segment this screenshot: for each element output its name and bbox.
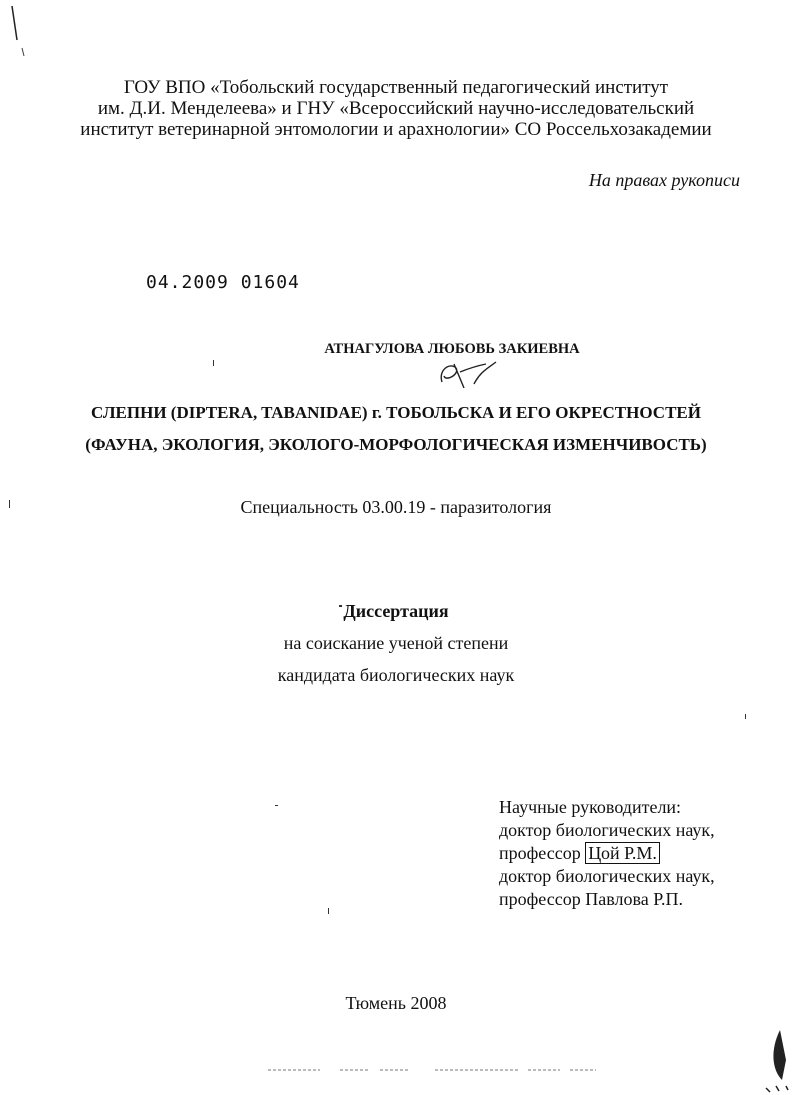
scan-speck: [745, 714, 746, 719]
scan-speck: [328, 908, 329, 914]
signature-mark: [436, 358, 506, 392]
scan-speck: [213, 360, 214, 366]
catalog-code: 04.2009 01604: [146, 272, 300, 293]
supervisor-1-title: профессор: [499, 843, 581, 863]
dissertation-line-2: кандидата биологических наук: [277, 665, 515, 685]
scan-speck: [9, 500, 10, 508]
institution-line-1: ГОУ ВПО «Тобольский государственный педагогический институт: [123, 77, 669, 98]
supervisor-2-degree: доктор биологических наук,: [499, 866, 715, 886]
scan-mark-top-left: [0, 0, 60, 70]
scan-footer-dashes: [260, 1062, 600, 1076]
supervisor-1-name: Цой Р.М.: [585, 842, 660, 864]
dissertation-heading: Диссертация: [343, 601, 449, 621]
institution-line-3: институт ветеринарной энтомологии и арахнологии» СО Россельхозакадемии: [80, 119, 712, 140]
rights-note: На правах рукописи: [588, 170, 740, 190]
title-line-1: СЛЕПНИ (DIPTERA, TABANIDAE) г. ТОБОЛЬСКА И ЕГО ОКРЕСТНОСТЕЙ: [91, 403, 701, 422]
supervisors-block: [499, 796, 715, 911]
author-name: АТНАГУЛОВА ЛЮБОВЬ ЗАКИЕВНА: [324, 341, 580, 357]
title-line-2: (ФАУНА, ЭКОЛОГИЯ, ЭКОЛОГО-МОРФОЛОГИЧЕСКАЯ ИЗМЕНЧИВОСТЬ): [85, 435, 707, 454]
institution-line-2: им. Д.И. Менделеева» и ГНУ «Всероссийский научно-исследовательский: [97, 98, 695, 119]
dissertation-line-1: на соискание ученой степени: [283, 633, 509, 653]
scan-speck: [275, 805, 278, 806]
scan-speck: [339, 605, 342, 607]
city-year: Тюмень 2008: [345, 993, 447, 1013]
supervisor-1-degree: доктор биологических наук,: [499, 820, 715, 840]
supervisor-2-title-name: профессор Павлова Р.П.: [499, 889, 683, 909]
scan-corner-mark: [760, 1020, 792, 1095]
specialty: Специальность 03.00.19 - паразитология: [240, 497, 552, 517]
supervisor-1-line: [499, 842, 715, 865]
supervisors-heading: Научные руководители:: [499, 797, 682, 817]
